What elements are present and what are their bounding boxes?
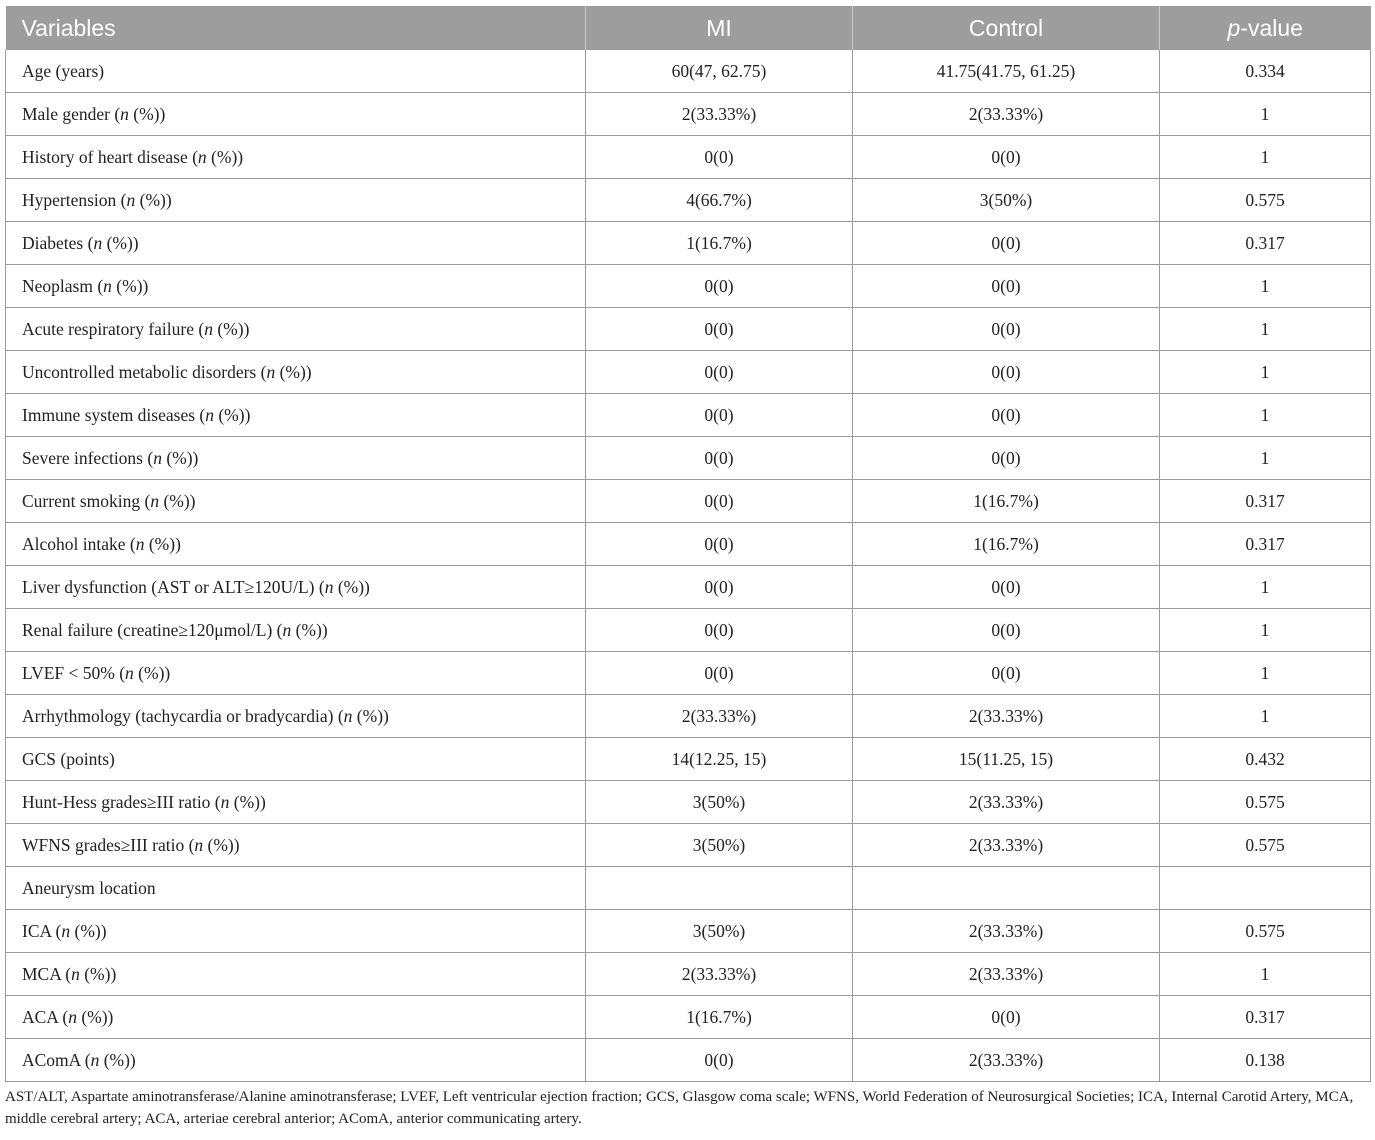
cell-control: 2(33.33%) — [853, 781, 1160, 824]
variable-tail: (%)) — [70, 920, 107, 941]
cell-variable — [6, 910, 586, 953]
table-row — [6, 738, 1371, 781]
cell-control: 0(0) — [853, 394, 1160, 437]
table-row — [6, 351, 1371, 394]
table-row — [6, 1039, 1371, 1082]
cell-pvalue: 1 — [1160, 265, 1371, 308]
cell-mi: 0(0) — [586, 394, 853, 437]
table-row — [6, 50, 1371, 93]
cell-pvalue: 0.334 — [1160, 50, 1371, 93]
cell-mi: 0(0) — [586, 351, 853, 394]
header-control: Control — [853, 6, 1160, 50]
cell-variable — [6, 695, 586, 738]
variable-tail: (%)) — [161, 447, 199, 468]
cell-control: 0(0) — [853, 996, 1160, 1039]
table-row — [6, 480, 1371, 523]
cell-variable — [6, 394, 586, 437]
cell-variable — [6, 222, 586, 265]
cell-mi: 0(0) — [586, 480, 853, 523]
variable-tail: (%)) — [133, 662, 171, 683]
table-row — [6, 308, 1371, 351]
cell-mi: 0(0) — [586, 437, 853, 480]
cell-control: 2(33.33%) — [853, 1039, 1160, 1082]
variable-label: Age (years) — [22, 60, 105, 81]
variable-tail: (%)) — [333, 576, 370, 597]
variable-n-italic: n — [103, 275, 112, 296]
cell-control — [853, 867, 1160, 910]
variable-n-italic: n — [266, 361, 276, 382]
variable-tail: (%)) — [102, 232, 139, 253]
variable-n-italic: n — [90, 1049, 100, 1070]
cell-pvalue: 1 — [1160, 652, 1371, 695]
variable-n-italic: n — [324, 576, 334, 597]
variable-n-italic: n — [93, 232, 103, 253]
variable-label: LVEF < 50% ( — [22, 662, 126, 683]
cell-variable — [6, 136, 586, 179]
cell-pvalue: 1 — [1160, 351, 1371, 394]
table-row — [6, 523, 1371, 566]
variable-tail: (%)) — [111, 275, 149, 296]
header-pvalue-rest: -value — [1240, 14, 1303, 41]
header-row — [6, 6, 1371, 50]
variable-label: Renal failure (creatine≥120μmol/L) ( — [22, 619, 283, 640]
cell-mi — [586, 867, 853, 910]
cell-pvalue: 0.317 — [1160, 996, 1371, 1039]
cell-mi: 0(0) — [586, 523, 853, 566]
data-table — [5, 6, 1371, 1082]
cell-variable — [6, 437, 586, 480]
cell-pvalue: 1 — [1160, 953, 1371, 996]
table-body — [6, 50, 1371, 1082]
variable-label: Immune system diseases ( — [22, 404, 206, 425]
variable-label: History of heart disease ( — [22, 146, 198, 167]
variable-label: Arrhythmology (tachycardia or bradycardia) ( — [22, 705, 344, 726]
cell-variable — [6, 265, 586, 308]
cell-pvalue: 1 — [1160, 695, 1371, 738]
cell-control: 0(0) — [853, 222, 1160, 265]
cell-pvalue: 0.575 — [1160, 824, 1371, 867]
cell-control: 0(0) — [853, 136, 1160, 179]
cell-mi: 14(12.25, 15) — [586, 738, 853, 781]
cell-pvalue — [1160, 867, 1371, 910]
header-variables: Variables — [6, 6, 586, 50]
cell-variable — [6, 179, 586, 222]
cell-control: 15(11.25, 15) — [853, 738, 1160, 781]
cell-variable — [6, 738, 586, 781]
variable-n-italic: n — [194, 834, 204, 855]
variable-n-italic: n — [61, 920, 71, 941]
variable-label: Diabetes ( — [22, 232, 94, 253]
cell-pvalue: 0.432 — [1160, 738, 1371, 781]
variable-label: GCS (points) — [22, 748, 115, 769]
cell-pvalue: 1 — [1160, 609, 1371, 652]
cell-variable — [6, 781, 586, 824]
table-row — [6, 265, 1371, 308]
table-row — [6, 222, 1371, 265]
table-footnote: AST/ALT, Aspartate aminotransferase/Alanine aminotransferase; LVEF, Left ventricular ejection fraction; GCS, Glasgow coma scale; WFNS, World Federation of Neurosurgical Societies; ICA, Internal Carotid Artery, MCA, middle cerebral artery; ACA, arteriae cerebral anterior; AComA, anterior communicating artery. — [5, 1089, 1354, 1127]
cell-control: 1(16.7%) — [853, 480, 1160, 523]
cell-mi: 0(0) — [586, 1039, 853, 1082]
variable-tail: (%)) — [212, 318, 250, 339]
table-row — [6, 179, 1371, 222]
cell-pvalue: 1 — [1160, 394, 1371, 437]
variable-n-italic: n — [150, 490, 160, 511]
cell-mi: 0(0) — [586, 265, 853, 308]
variable-label: Liver dysfunction (AST or ALT≥120U/L) ( — [22, 576, 325, 597]
table-header — [6, 6, 1371, 50]
cell-mi: 1(16.7%) — [586, 996, 853, 1039]
variable-tail: (%)) — [203, 834, 240, 855]
variable-tail: (%)) — [275, 361, 312, 382]
variable-label: Hypertension ( — [22, 189, 127, 210]
cell-variable — [6, 867, 586, 910]
table-row — [6, 781, 1371, 824]
variable-n-italic: n — [68, 1006, 77, 1027]
cell-control: 2(33.33%) — [853, 93, 1160, 136]
variable-label: Acute respiratory failure ( — [22, 318, 205, 339]
header-mi: MI — [586, 6, 853, 50]
cell-variable — [6, 609, 586, 652]
cell-control: 2(33.33%) — [853, 695, 1160, 738]
cell-variable — [6, 308, 586, 351]
cell-mi: 0(0) — [586, 308, 853, 351]
cell-variable — [6, 996, 586, 1039]
table-row — [6, 652, 1371, 695]
variable-n-italic: n — [282, 619, 292, 640]
variable-tail: (%)) — [144, 533, 181, 554]
variable-tail: (%)) — [291, 619, 328, 640]
cell-control: 0(0) — [853, 652, 1160, 695]
cell-pvalue: 1 — [1160, 308, 1371, 351]
cell-variable — [6, 566, 586, 609]
table-row — [6, 93, 1371, 136]
cell-control: 1(16.7%) — [853, 523, 1160, 566]
table-row — [6, 566, 1371, 609]
cell-pvalue: 0.317 — [1160, 523, 1371, 566]
header-pvalue-italic: p — [1227, 14, 1241, 41]
cell-control: 41.75(41.75, 61.25) — [853, 50, 1160, 93]
cell-mi: 0(0) — [586, 609, 853, 652]
cell-control: 2(33.33%) — [853, 953, 1160, 996]
variable-n-italic: n — [197, 146, 207, 167]
cell-mi: 3(50%) — [586, 781, 853, 824]
cell-pvalue: 0.317 — [1160, 222, 1371, 265]
variable-label: MCA ( — [22, 963, 72, 984]
cell-control: 2(33.33%) — [853, 824, 1160, 867]
cell-mi: 3(50%) — [586, 910, 853, 953]
cell-mi: 1(16.7%) — [586, 222, 853, 265]
variable-label: ACA ( — [22, 1006, 69, 1027]
cell-mi: 0(0) — [586, 652, 853, 695]
variable-tail: (%)) — [213, 404, 251, 425]
variable-label: WFNS grades≥III ratio ( — [22, 834, 195, 855]
table-row — [6, 437, 1371, 480]
variable-label: Severe infections ( — [22, 447, 154, 468]
cell-pvalue: 0.575 — [1160, 781, 1371, 824]
cell-variable — [6, 480, 586, 523]
table-row — [6, 695, 1371, 738]
table-row — [6, 996, 1371, 1039]
variable-tail: (%)) — [99, 1049, 136, 1070]
cell-control: 0(0) — [853, 265, 1160, 308]
variable-label: Alcohol intake ( — [22, 533, 136, 554]
header-pvalue — [1160, 6, 1371, 50]
variable-tail: (%)) — [206, 146, 244, 167]
cell-variable — [6, 1039, 586, 1082]
table-row — [6, 824, 1371, 867]
cell-variable — [6, 824, 586, 867]
cell-control: 0(0) — [853, 566, 1160, 609]
cell-variable — [6, 652, 586, 695]
variable-tail: (%)) — [76, 1006, 114, 1027]
variable-n-italic: n — [204, 318, 213, 339]
variable-tail: (%)) — [229, 791, 266, 812]
variable-label: Current smoking ( — [22, 490, 151, 511]
variable-n-italic: n — [205, 404, 214, 425]
variable-n-italic: n — [135, 533, 145, 554]
cell-variable — [6, 93, 586, 136]
cell-pvalue: 0.575 — [1160, 910, 1371, 953]
variable-label: Neoplasm ( — [22, 275, 104, 296]
cell-control: 0(0) — [853, 609, 1160, 652]
cell-mi: 2(33.33%) — [586, 695, 853, 738]
cell-mi: 3(50%) — [586, 824, 853, 867]
variable-tail: (%)) — [79, 963, 117, 984]
variable-label: Male gender ( — [22, 103, 121, 124]
cell-control: 3(50%) — [853, 179, 1160, 222]
table-row — [6, 910, 1371, 953]
variable-n-italic: n — [126, 189, 136, 210]
variable-label: Hunt-Hess grades≥III ratio ( — [22, 791, 221, 812]
cell-control: 0(0) — [853, 308, 1160, 351]
cell-pvalue: 0.138 — [1160, 1039, 1371, 1082]
cell-variable — [6, 351, 586, 394]
cell-mi: 2(33.33%) — [586, 953, 853, 996]
variable-n-italic: n — [125, 662, 134, 683]
cell-variable — [6, 523, 586, 566]
variable-n-italic: n — [220, 791, 230, 812]
table-row — [6, 394, 1371, 437]
variable-tail: (%)) — [159, 490, 196, 511]
cell-pvalue: 1 — [1160, 93, 1371, 136]
variable-label: Aneurysm location — [22, 877, 156, 898]
cell-pvalue: 1 — [1160, 437, 1371, 480]
cell-control: 0(0) — [853, 351, 1160, 394]
cell-mi: 60(47, 62.75) — [586, 50, 853, 93]
table-row — [6, 953, 1371, 996]
table-row — [6, 867, 1371, 910]
cell-variable — [6, 953, 586, 996]
variable-n-italic: n — [343, 705, 353, 726]
cell-mi: 4(66.7%) — [586, 179, 853, 222]
variable-label: AComA ( — [22, 1049, 91, 1070]
variable-tail: (%)) — [352, 705, 389, 726]
variable-tail: (%)) — [128, 103, 166, 124]
cell-pvalue: 0.317 — [1160, 480, 1371, 523]
table-row — [6, 136, 1371, 179]
variable-n-italic: n — [153, 447, 162, 468]
cell-pvalue: 1 — [1160, 136, 1371, 179]
variable-label: ICA ( — [22, 920, 62, 941]
cell-mi: 0(0) — [586, 136, 853, 179]
cell-pvalue: 0.575 — [1160, 179, 1371, 222]
table-row — [6, 609, 1371, 652]
cell-mi: 2(33.33%) — [586, 93, 853, 136]
cell-mi: 0(0) — [586, 566, 853, 609]
cell-pvalue: 1 — [1160, 566, 1371, 609]
cell-control: 0(0) — [853, 437, 1160, 480]
variable-n-italic: n — [71, 963, 80, 984]
variable-n-italic: n — [120, 103, 129, 124]
variable-tail: (%)) — [135, 189, 172, 210]
cell-control: 2(33.33%) — [853, 910, 1160, 953]
table-container — [5, 6, 1370, 1082]
variable-label: Uncontrolled metabolic disorders ( — [22, 361, 267, 382]
cell-variable — [6, 50, 586, 93]
